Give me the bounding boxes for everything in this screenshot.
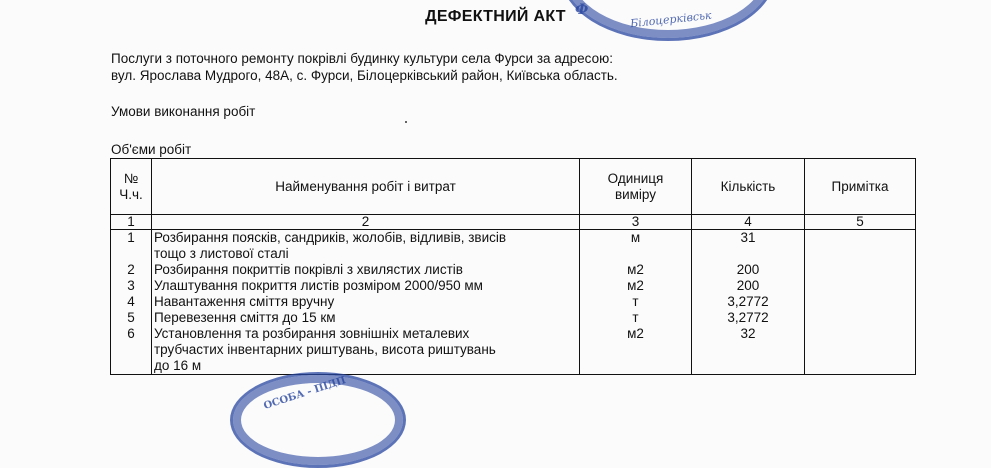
table-row bbox=[111, 262, 916, 278]
header-note: Примітка bbox=[805, 159, 916, 215]
row-unit: м2 bbox=[580, 278, 692, 294]
row-name-line: до 16 м bbox=[154, 358, 202, 373]
header-num-line2: Ч.ч. bbox=[119, 186, 143, 202]
row-qty: 3,2772 bbox=[692, 294, 805, 310]
table-row bbox=[111, 230, 916, 263]
intro-line-2: вул. Ярослава Мудрого, 48А, с. Фурси, Білоцерківський район, Київська область. bbox=[111, 68, 618, 83]
col-number: 4 bbox=[692, 215, 805, 230]
row-qty: 200 bbox=[692, 278, 805, 294]
row-unit: т bbox=[580, 310, 692, 326]
row-qty: 3,2772 bbox=[692, 310, 805, 326]
stray-dot bbox=[405, 121, 407, 123]
stamp-top-text: Білоцерківськ bbox=[629, 8, 713, 31]
row-note bbox=[805, 294, 916, 310]
row-name-line: Розбирання покриттів покрівлі з хвилястих листів bbox=[154, 262, 463, 277]
row-number: 6 bbox=[111, 326, 152, 375]
header-name: Найменування робіт і витрат bbox=[152, 159, 580, 215]
row-name-line: трубчастих інвентарних риштувань, висота риштувань bbox=[154, 342, 496, 357]
table-row bbox=[111, 294, 916, 310]
row-qty: 32 bbox=[692, 326, 805, 375]
row-number: 1 bbox=[111, 230, 152, 263]
header-unit-line1: Одиниця bbox=[607, 170, 664, 186]
col-number: 2 bbox=[152, 215, 580, 230]
row-name bbox=[152, 278, 580, 294]
header-num bbox=[111, 159, 152, 215]
row-number: 4 bbox=[111, 294, 152, 310]
intro-line-1: Послуги з поточного ремонту покрівлі будинку культури села Фурси за адресою: bbox=[111, 51, 613, 66]
row-name-line: Розбирання поясків, сандриків, жолобів, відливів, звисів bbox=[154, 230, 507, 245]
col-number: 3 bbox=[580, 215, 692, 230]
row-name-line: тощо з листової сталі bbox=[154, 246, 289, 261]
table-header-row bbox=[111, 159, 916, 215]
row-name bbox=[152, 230, 580, 263]
row-unit: м2 bbox=[580, 326, 692, 375]
column-number-row bbox=[111, 215, 916, 230]
header-qty: Кількість bbox=[692, 159, 805, 215]
stamp-top-letter: Ф bbox=[575, 2, 589, 18]
row-name-line: Установлення та розбирання зовнішніх металевих bbox=[154, 326, 470, 341]
header-num-line1: № bbox=[123, 170, 139, 186]
row-note bbox=[805, 310, 916, 326]
stamp-bottom-text: ОСОБА - ПІДП bbox=[262, 375, 348, 412]
row-qty: 31 bbox=[692, 230, 805, 263]
row-note bbox=[805, 326, 916, 375]
row-note bbox=[805, 278, 916, 294]
table-row bbox=[111, 310, 916, 326]
table-row bbox=[111, 326, 916, 375]
row-name-line: Перевезення сміття до 15 км bbox=[154, 310, 336, 325]
conditions-label: Умови виконання робіт bbox=[111, 104, 256, 119]
row-qty: 200 bbox=[692, 262, 805, 278]
row-name bbox=[152, 310, 580, 326]
header-unit-line2: виміру bbox=[614, 186, 657, 202]
document-title: ДЕФЕКТНИЙ АКТ bbox=[425, 8, 566, 25]
row-number: 3 bbox=[111, 278, 152, 294]
row-unit: м bbox=[580, 230, 692, 263]
works-table bbox=[110, 158, 916, 375]
header-unit bbox=[580, 159, 692, 215]
table-row bbox=[111, 278, 916, 294]
row-note bbox=[805, 262, 916, 278]
row-name bbox=[152, 262, 580, 278]
row-unit: м2 bbox=[580, 262, 692, 278]
row-name-line: Навантаження сміття вручну bbox=[154, 294, 335, 309]
row-number: 2 bbox=[111, 262, 152, 278]
row-unit: т bbox=[580, 294, 692, 310]
col-number: 5 bbox=[805, 215, 916, 230]
volumes-label: Об'єми робіт bbox=[111, 142, 192, 157]
row-name bbox=[152, 294, 580, 310]
row-number: 5 bbox=[111, 310, 152, 326]
col-number: 1 bbox=[111, 215, 152, 230]
row-name bbox=[152, 326, 580, 375]
row-name-line: Улаштування покриття листів розміром 2000/950 мм bbox=[154, 278, 483, 293]
row-note bbox=[805, 230, 916, 263]
